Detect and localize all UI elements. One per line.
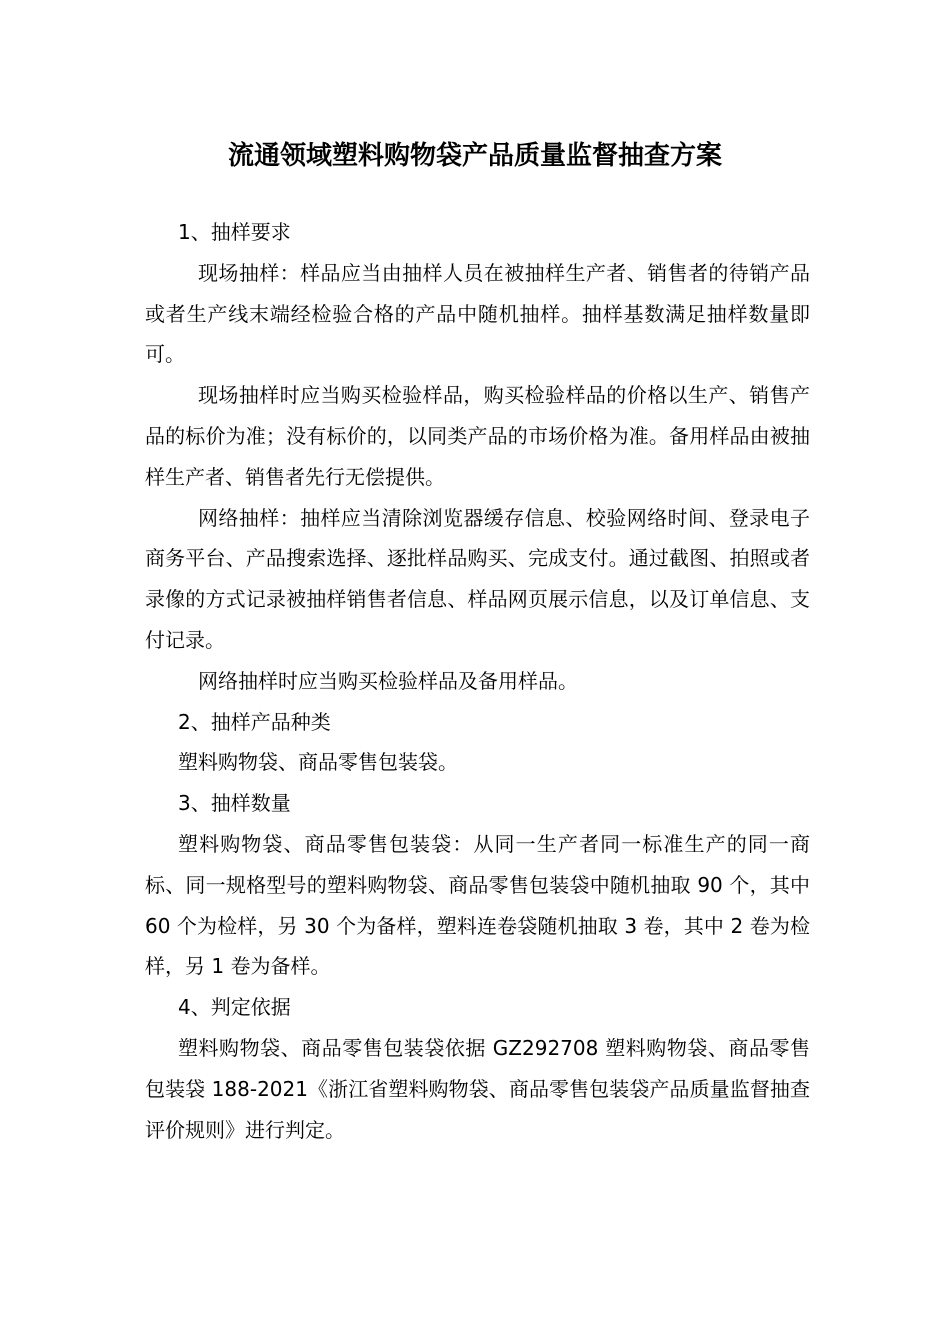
paragraph-onsite-purchase: 现场抽样时应当购买检验样品，购买检验样品的价格以生产、销售产品的标价为准；没有标价的，以同类产品的市场价格为准。备用样品由被抽样生产者、销售者先行无偿提供。	[145, 383, 810, 489]
paragraph-onsite-sampling: 现场抽样：样品应当由抽样人员在被抽样生产者、销售者的待销产品或者生产线末端经检验合格的产品中随机抽样。抽样基数满足抽样数量即可。	[145, 260, 810, 367]
paragraph-sample-quantity: 塑料购物袋、商品零售包装袋：从同一生产者同一标准生产的同一商标、同一规格型号的塑料购物袋、商品零售包装袋中随机抽取 90 个，其中 60 个为检样，另 30 个为备样，塑料连卷袋随机抽取 3 卷，其中 2 卷为检样，另 1 卷为备样。	[145, 831, 810, 979]
document-title: 流通领域塑料购物袋产品质量监督抽查方案	[227, 141, 722, 171]
section-heading-product-types: 2、抽样产品种类	[178, 709, 331, 734]
paragraph-product-types: 塑料购物袋、商品零售包装袋。	[178, 750, 458, 775]
paragraph-online-sampling: 网络抽样：抽样应当清除浏览器缓存信息、校验网络时间、登录电子商务平台、产品搜索选择、逐批样品购买、完成支付。通过截图、拍照或者录像的方式记录被抽样销售者信息、样品网页展示信息，以及订单信息、支付记录。	[145, 505, 810, 652]
section-heading-sampling-requirements: 1、抽样要求	[178, 220, 291, 244]
section-heading-judgment-basis: 4、判定依据	[178, 995, 291, 1020]
section-heading-sample-quantity: 3、抽样数量	[178, 791, 291, 816]
paragraph-judgment-basis: 塑料购物袋、商品零售包装袋依据 GZ292708 塑料购物袋、商品零售包装袋 188-2021《浙江省塑料购物袋、商品零售包装袋产品质量监督抽查评价规则》进行判定。	[145, 1035, 810, 1142]
paragraph-online-purchase: 网络抽样时应当购买检验样品及备用样品。	[198, 668, 578, 693]
document-body	[145, 212, 810, 1150]
